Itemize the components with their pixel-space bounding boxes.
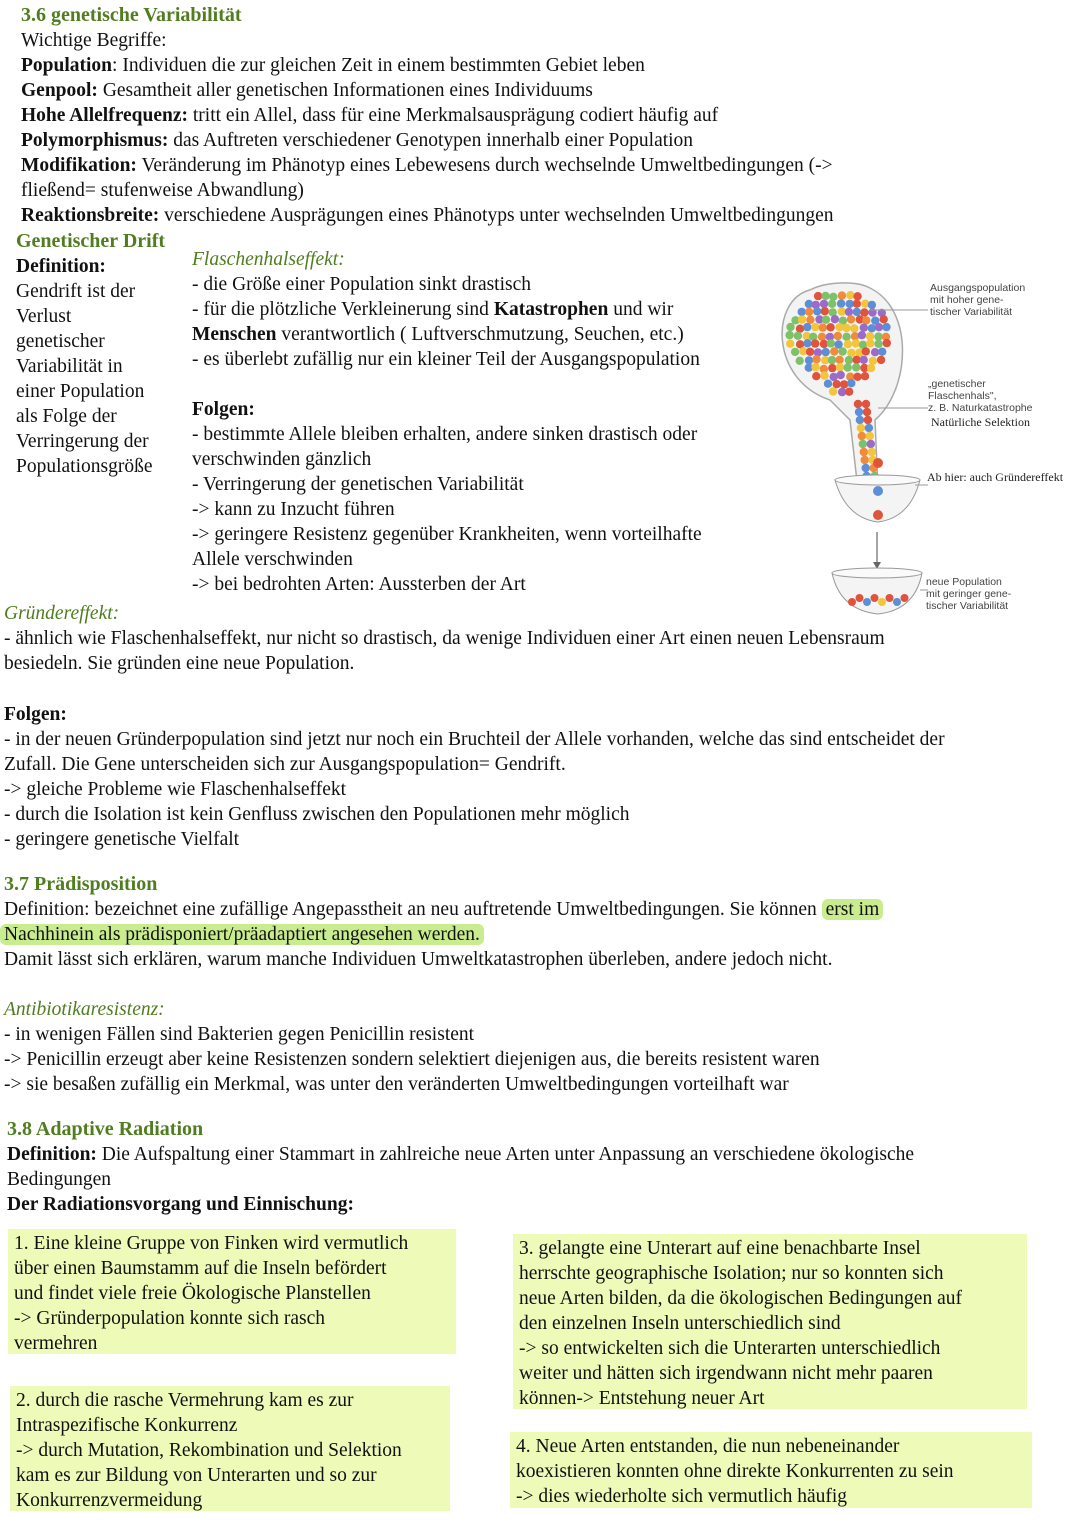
radiation-step-3: 3. gelangte eine Unterart auf eine benachbarte Insel herrschte geographische Isolation; nur so konnten sich neue Arten bilden, da die ökologischen Bedingungen auf den einzelnen Inseln unterschiedlich sind -> so entwickelten sich die Unterarten unterschiedlich weiter und hätten sich irgendwann nicht mehr paaren können-> Entstehung neuer Art	[513, 1234, 1027, 1409]
allele-ball	[798, 315, 806, 323]
label-start-population: Ausgangspopulation mit hoher gene- tischer Variabilität	[930, 282, 1026, 318]
allele-ball	[844, 363, 852, 371]
allele-ball	[828, 364, 836, 372]
radiation-step-2: 2. durch die rasche Vermehrung kam es zur Intraspezifische Konkurrenz -> durch Mutation, Rekombination und Selektion kam es zur Bildung von Unterarten und so zur Konkurrenzvermeidung	[10, 1386, 450, 1511]
allele-ball	[838, 291, 846, 299]
drift-def-line: Gendrift ist der	[16, 281, 136, 302]
allele-ball	[834, 332, 842, 340]
allele-ball	[822, 348, 830, 356]
allele-ball	[871, 594, 879, 602]
term-line: Modifikation: Veränderung im Phänotyp eines Lebewesens durch wechselnde Umweltbedingungen (->	[21, 155, 833, 176]
allele-ball	[812, 355, 820, 363]
consequence-line: Zufall. Die Gene unterscheiden sich zur Ausgangspopulation= Gendrift.	[4, 754, 566, 775]
radiation-definition: Definition: Die Aufspaltung einer Stammart in zahlreiche neue Arten unter Anpassung an verschiedene ökologische Bedingungen Der Radiationsvorgang und Einnischung:	[7, 1144, 915, 1215]
bottleneck-effect	[192, 247, 772, 597]
allele-ball	[877, 356, 885, 364]
allele-ball	[835, 356, 843, 364]
allele-ball	[852, 363, 860, 371]
bottleneck-line: - es überlebt zufällig nur ein kleiner Teil der Ausgangspopulation	[192, 349, 700, 370]
allele-ball	[867, 440, 875, 448]
allele-ball	[868, 301, 876, 309]
predisposition-definition: Definition: bezeichnet eine zufällige Angepasstheit an neu auftretende Umweltbedingungen. Sie können erst im Nachhinein als prädisponiert/präadaptiert angesehen werden. Damit lässt sich erklären, warum manche Individuen Umweltkatastrophen überleben, andere jedoch nicht.	[4, 897, 883, 972]
allele-ball	[830, 347, 838, 355]
allele-ball	[791, 348, 799, 356]
resistance-line: -> sie besaßen zufällig ein Merkmal, was unter den veränderten Umweltbedingungen vorteilhaft war	[4, 1074, 789, 1095]
allele-ball	[845, 356, 853, 364]
term-line: fließend= stufenweise Abwandlung)	[21, 180, 304, 201]
allele-ball	[842, 333, 850, 341]
allele-ball	[863, 408, 871, 416]
allele-ball	[853, 373, 861, 381]
allele-ball	[829, 293, 837, 301]
founder-effect-title: Gründereffekt:	[4, 603, 120, 624]
allele-ball	[853, 300, 861, 308]
consequence-line: - Verringerung der genetischen Variabilität	[192, 474, 524, 495]
allele-ball	[798, 308, 806, 316]
allele-ball	[862, 347, 870, 355]
allele-ball	[805, 356, 813, 364]
allele-ball	[837, 371, 845, 379]
drift-def-line: genetischer	[16, 331, 105, 352]
allele-ball	[796, 325, 804, 333]
allele-ball	[880, 315, 888, 323]
section-3-6-title: 3.6 genetische Variabilität	[21, 4, 242, 26]
allele-ball	[869, 357, 877, 365]
allele-ball	[847, 379, 855, 387]
allele-ball	[874, 332, 882, 340]
radiation-step-1: 1. Eine kleine Gruppe von Finken wird vermutlich über einen Baumstamm auf die Inseln befördert und findet viele freie Ökologische Planstellen -> Gründerpopulation konnte sich rasch vermehren	[8, 1229, 456, 1354]
allele-ball	[853, 292, 861, 300]
allele-ball	[833, 380, 841, 388]
allele-ball	[803, 339, 811, 347]
section-3-7-title: 3.7 Prädisposition	[4, 873, 158, 895]
radiation-process-title: Der Radiationsvorgang und Einnischung:	[7, 1194, 354, 1215]
allele-ball	[874, 340, 882, 348]
bowl-lower	[832, 573, 922, 614]
allele-ball	[867, 364, 875, 372]
allele-ball	[857, 424, 865, 432]
drift-def-line: Verlust	[16, 306, 72, 327]
allele-ball	[828, 356, 836, 364]
single-allele-ball	[873, 458, 883, 468]
consequence-line: -> kann zu Inzucht führen	[192, 499, 395, 520]
bottleneck-figure	[770, 270, 1070, 620]
bottleneck-line: - für die plötzliche Verkleinerung sind Katastrophen und wir	[192, 299, 674, 320]
allele-ball	[829, 387, 837, 395]
bottleneck-title: Flaschenhalseffekt:	[192, 249, 345, 270]
allele-ball	[866, 339, 874, 347]
allele-ball	[861, 372, 869, 380]
drift-definition	[16, 254, 186, 479]
radiation-step-4: 4. Neue Arten entstanden, die nun nebeneinander koexistieren konnten ohne direkte Konkurrenten zu sein -> dies wiederholte sich vermutlich häufig	[510, 1432, 1032, 1508]
allele-ball	[853, 308, 861, 316]
allele-ball	[822, 316, 830, 324]
bottleneck-line: Menschen verantwortlich ( Luftverschmutzung, Seuchen, etc.)	[192, 324, 684, 345]
allele-ball	[836, 363, 844, 371]
allele-ball	[858, 331, 866, 339]
allele-ball	[859, 440, 867, 448]
allele-ball	[856, 416, 864, 424]
allele-ball	[866, 432, 874, 440]
allele-ball	[886, 594, 894, 602]
drift-def-line: Populationsgröße	[16, 456, 153, 477]
founder-consequences-label: Folgen:	[4, 704, 67, 725]
label-founder-from-here: Ab hier: auch Gründereffekt	[927, 470, 1064, 484]
allele-ball	[811, 363, 819, 371]
allele-ball	[806, 348, 814, 356]
allele-ball	[847, 315, 855, 323]
highlight: erst im	[822, 899, 884, 920]
consequence-line: verschwinden gänzlich	[192, 449, 372, 470]
allele-ball	[861, 456, 869, 464]
single-allele-ball	[873, 486, 883, 496]
allele-ball	[845, 388, 853, 396]
consequence-line: - geringere genetische Vielfalt	[4, 829, 240, 850]
consequence-line: -> bei bedrohten Arten: Aussterben der Art	[192, 574, 526, 595]
label-natural-selection: Natürliche Selektion	[931, 415, 1030, 429]
section-3-8-title: 3.8 Adaptive Radiation	[7, 1118, 204, 1140]
allele-ball	[820, 300, 828, 308]
allele-ball	[862, 400, 870, 408]
allele-ball	[827, 339, 835, 347]
term-line: Reaktionsbreite: verschiedene Ausprägungen eines Phänotyps unter wechselnden Umweltbedingungen	[21, 205, 834, 226]
bottleneck-line: - die Größe einer Population sinkt drastisch	[192, 274, 532, 295]
allele-ball	[883, 339, 891, 347]
allele-ball	[818, 333, 826, 341]
allele-ball	[862, 464, 870, 472]
allele-ball	[814, 292, 822, 300]
consequence-line: - bestimmte Allele bleiben erhalten, andere sinken drastisch oder	[192, 424, 698, 445]
drift-def-line: Verringerung der	[16, 431, 149, 452]
consequence-line: - in der neuen Gründerpopulation sind jetzt nur noch ein Bruchteil der Allele vorhanden, welche das sind entscheidet der	[4, 729, 945, 750]
founder-line: besiedeln. Sie gründen eine neue Population.	[4, 653, 355, 674]
allele-ball	[862, 316, 870, 324]
allele-ball	[860, 448, 868, 456]
term-line: Polymorphismus: das Auftreten verschiedener Genotypen innerhalb einer Population	[21, 130, 694, 151]
consequence-line: -> gleiche Probleme wie Flaschenhalseffekt	[4, 779, 347, 800]
bowl-upper-rim	[835, 475, 920, 485]
allele-ball	[865, 424, 873, 432]
term-line: Population: Individuen die zur gleichen Zeit in einem bestimmten Gebiet leben	[21, 55, 645, 76]
allele-ball	[864, 416, 872, 424]
allele-ball	[868, 324, 876, 332]
allele-ball	[826, 323, 834, 331]
allele-ball	[794, 332, 802, 340]
allele-ball	[842, 324, 850, 332]
allele-ball	[860, 356, 868, 364]
key-terms-intro: Wichtige Begriffe:	[21, 30, 167, 51]
consequence-line: - durch die Isolation ist kein Genfluss zwischen den Populationen mehr möglich	[4, 804, 630, 825]
allele-ball	[846, 291, 854, 299]
allele-ball	[811, 323, 819, 331]
allele-ball	[863, 598, 871, 606]
bowl-lower-rim	[832, 568, 922, 578]
allele-ball	[860, 308, 868, 316]
allele-ball	[856, 594, 864, 602]
allele-ball	[805, 308, 813, 316]
resistance-line: -> Penicillin erzeugt aber keine Resistenzen sondern selektiert diejenigen aus, die bereits resistent waren	[4, 1049, 820, 1070]
allele-ball	[828, 300, 836, 308]
allele-ball	[860, 324, 868, 332]
antibiotic-resistance-title: Antibiotikaresistenz:	[4, 999, 165, 1020]
allele-ball	[796, 357, 804, 365]
allele-ball	[786, 340, 794, 348]
drift-def-line: als Folge der	[16, 406, 117, 427]
allele-ball	[847, 349, 855, 357]
drift-def-label: Definition:	[16, 256, 106, 277]
allele-ball	[840, 380, 848, 388]
allele-ball	[848, 598, 856, 606]
allele-ball	[878, 598, 886, 606]
allele-ball	[845, 308, 853, 316]
single-allele-ball	[873, 510, 883, 520]
allele-ball	[844, 340, 852, 348]
highlight: Nachhinein als prädisponiert/präadaptiert angesehen werden.	[0, 924, 484, 945]
consequence-line: Allele verschwinden	[192, 549, 353, 570]
label-new-population: neue Population mit geringer gene- tischer Variabilität	[926, 576, 1012, 612]
term-line: Genpool: Gesamtheit aller genetischen Informationen eines Individuums	[21, 80, 593, 101]
allele-ball	[858, 432, 866, 440]
allele-ball	[785, 331, 793, 339]
allele-ball	[855, 408, 863, 416]
drift-def-line: einer Population	[16, 381, 145, 402]
founder-consequences	[4, 702, 945, 852]
allele-ball	[821, 292, 829, 300]
allele-ball	[819, 323, 827, 331]
allele-ball	[854, 400, 862, 408]
allele-ball	[850, 324, 858, 332]
label-genetic-bottleneck: „genetischer Flaschenhals", z. B. Naturkatastrophe	[928, 378, 1033, 414]
drift-def-line: Variabilität in	[16, 356, 123, 377]
allele-ball	[813, 307, 821, 315]
allele-ball	[821, 307, 829, 315]
allele-ball	[820, 371, 828, 379]
genetic-drift-title: Genetischer Drift	[16, 230, 166, 252]
allele-ball	[901, 594, 909, 602]
consequence-line: -> geringere Resistenz gegenüber Krankheiten, wenn vorteilhafte	[192, 524, 702, 545]
allele-ball	[786, 323, 794, 331]
allele-ball	[811, 339, 819, 347]
allele-ball	[831, 315, 839, 323]
key-terms-list	[21, 53, 834, 228]
resistance-line: - in wenigen Fällen sind Bakterien gegen Penicillin resistent	[4, 1024, 475, 1045]
allele-ball	[803, 323, 811, 331]
allele-ball	[893, 598, 901, 606]
allele-ball	[868, 448, 876, 456]
allele-ball	[882, 323, 890, 331]
founder-effect-text	[4, 626, 885, 676]
allele-ball	[806, 316, 814, 324]
allele-ball	[878, 348, 886, 356]
allele-ball	[837, 299, 845, 307]
allele-ball	[852, 339, 860, 347]
founder-line: - ähnlich wie Flaschenhalseffekt, nur nicht so drastisch, da wenige Individuen einer Art einen neuen Lebensraum	[4, 628, 885, 649]
allele-ball	[812, 372, 820, 380]
term-line: Hohe Allelfrequenz: tritt ein Allel, dass für eine Merkmalsausprägung codiert häufig auf	[21, 105, 719, 126]
antibiotic-resistance-text	[4, 1022, 820, 1097]
allele-ball	[875, 323, 883, 331]
allele-ball	[838, 347, 846, 355]
bottleneck-consequences-label: Folgen:	[192, 399, 255, 420]
allele-ball	[824, 380, 832, 388]
